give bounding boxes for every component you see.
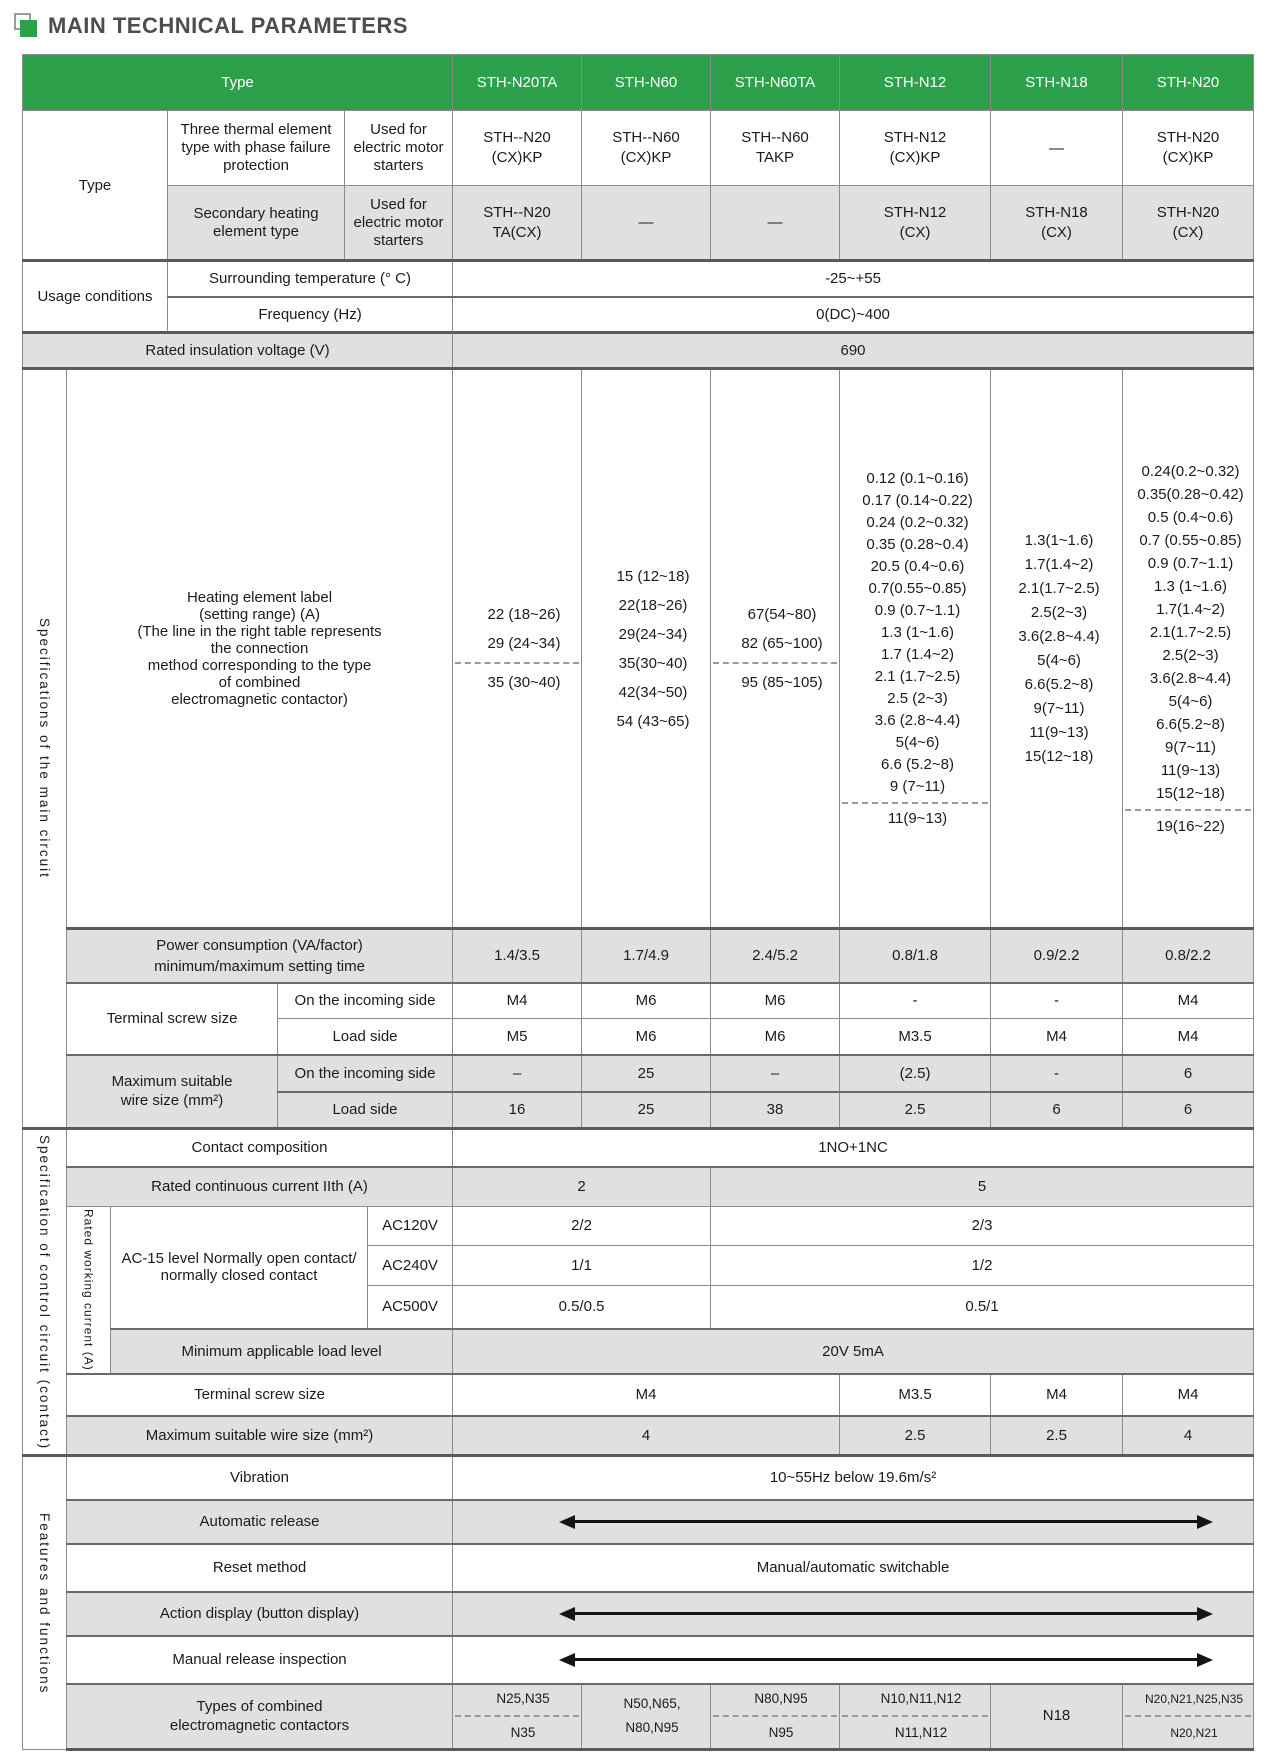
control-max-wire-label: Maximum suitable wire size (mm²) — [67, 1416, 453, 1456]
cell: M5 — [453, 1019, 582, 1055]
ac120-row — [23, 1207, 1254, 1246]
min-load-label: Minimum applicable load level — [111, 1329, 453, 1374]
cell: - — [991, 983, 1123, 1019]
max-wire-label: Maximum suitable wire size (mm²) — [67, 1055, 278, 1129]
ac500-group-b: 0.5/1 — [711, 1286, 1254, 1329]
ac15-level-label: AC-15 level Normally open contact/ normally closed contact — [111, 1207, 368, 1329]
frequency-label: Frequency (Hz) — [168, 297, 453, 333]
cell: – — [453, 1055, 582, 1092]
cell: M6 — [711, 983, 840, 1019]
type-row-label: Type — [23, 111, 168, 261]
cell: M4 — [1123, 1374, 1254, 1416]
header-model-1: STH-N20TA — [453, 55, 582, 111]
cell: 25 — [582, 1092, 711, 1129]
cell: – — [711, 1055, 840, 1092]
min-load-value: 20V 5mA — [453, 1329, 1254, 1374]
vibration-value: 10~55Hz below 19.6m/s² — [453, 1456, 1254, 1500]
action-display-range — [453, 1592, 1254, 1636]
cell: STH-N20 (CX)KP — [1123, 111, 1254, 186]
contact-composition-value: 1NO+1NC — [453, 1129, 1254, 1167]
cell: M4 — [991, 1374, 1123, 1416]
cell: 0.8/2.2 — [1123, 929, 1254, 983]
terminal-screw-incoming-row — [23, 983, 1254, 1019]
cell: - — [991, 1055, 1123, 1092]
heating-values-col2: 15 (12~18) 22(18~26) 29(24~34) 35(30~40) 42(34~50) 54 (43~65) — [582, 369, 711, 929]
incoming-side-label: On the incoming side — [278, 1055, 453, 1092]
page-title-bar — [0, 0, 1268, 44]
rated-working-current-label: Rated working current (A) — [67, 1207, 111, 1374]
cell: - — [840, 983, 991, 1019]
cell: M4 — [453, 1374, 840, 1416]
thermal-use-label: Used for electric motor starters — [345, 111, 453, 186]
header-model-4: STH-N12 — [840, 55, 991, 111]
contactors-col6: N20,N21,N25,N35 N20,N21 — [1123, 1684, 1254, 1750]
cell: M4 — [991, 1019, 1123, 1055]
auto-release-row — [23, 1500, 1254, 1544]
cell: 4 — [453, 1416, 840, 1456]
header-model-6: STH-N20 — [1123, 55, 1254, 111]
cell: M6 — [582, 983, 711, 1019]
terminal-screw-label: Terminal screw size — [67, 983, 278, 1055]
auto-release-label: Automatic release — [67, 1500, 453, 1544]
section-label-control-circuit: Specification of control circuit (contact) — [23, 1129, 67, 1456]
load-side-label: Load side — [278, 1092, 453, 1129]
cell: M4 — [1123, 1019, 1254, 1055]
rated-current-group-b: 5 — [711, 1167, 1254, 1207]
cell: STH-N18 (CX) — [991, 186, 1123, 261]
cell: 2.4/5.2 — [711, 929, 840, 983]
reset-method-label: Reset method — [67, 1544, 453, 1592]
cell: 1.7/4.9 — [582, 929, 711, 983]
cell: 6 — [1123, 1055, 1254, 1092]
cell: 1.4/3.5 — [453, 929, 582, 983]
heating-values-col5: 1.3(1~1.6) 1.7(1.4~2) 2.1(1.7~2.5) 2.5(2~3) 3.6(2.8~4.4) 5(4~6) 6.6(5.2~8) 9(7~11) 11(9~13) 15(12~18) — [991, 369, 1123, 929]
power-consumption-label: Power consumption (VA/factor) minimum/maximum setting time — [67, 929, 453, 983]
cell: STH--N60 (CX)KP — [582, 111, 711, 186]
ac240-label: AC240V — [368, 1245, 453, 1286]
cell: STH-N20 (CX) — [1123, 186, 1254, 261]
cell: (2.5) — [840, 1055, 991, 1092]
cell: M6 — [582, 1019, 711, 1055]
rated-current-group-a: 2 — [453, 1167, 711, 1207]
reset-method-row — [23, 1544, 1254, 1592]
contactors-col2: N50,N65, N80,N95 — [582, 1684, 711, 1750]
cell: 2.5 — [991, 1416, 1123, 1456]
header-type: Type — [23, 55, 453, 111]
double-arrow-icon — [559, 1514, 1213, 1530]
contactors-col1: N25,N35 N35 — [453, 1684, 582, 1750]
usage-row-label: Usage conditions — [23, 261, 168, 333]
cell: 4 — [1123, 1416, 1254, 1456]
insulation-label: Rated insulation voltage (V) — [23, 333, 453, 369]
header-model-5: STH-N18 — [991, 55, 1123, 111]
vibration-label: Vibration — [67, 1456, 453, 1500]
manual-release-range — [453, 1636, 1254, 1684]
cell: 6 — [1123, 1092, 1254, 1129]
manual-release-row — [23, 1636, 1254, 1684]
heating-values-col6: 0.24(0.2~0.32) 0.35(0.28~0.42) 0.5 (0.4~0.6) 0.7 (0.55~0.85) 0.9 (0.7~1.1) 1.3 (1~1.6) 1.7(1.4~2) 2.1(1.7~2.5) 2.5(2~3) 3.6(2.8~4.4) 5(4~6) 6.6(5.2~8) 9(7~11) 11(9~13) 15(12~18) 19(16~22) — [1123, 369, 1254, 929]
cell: STH-N12 (CX)KP — [840, 111, 991, 186]
ac120-group-a: 2/2 — [453, 1207, 711, 1246]
cell: M3.5 — [840, 1019, 991, 1055]
cell: 38 — [711, 1092, 840, 1129]
cell: STH--N20 TA(CX) — [453, 186, 582, 261]
ac500-label: AC500V — [368, 1286, 453, 1329]
cell: 0.8/1.8 — [840, 929, 991, 983]
section-label-main-circuit: Specifications of the main circuit — [23, 369, 67, 1129]
cell: STH-N12 (CX) — [840, 186, 991, 261]
cell: 16 — [453, 1092, 582, 1129]
cell: 6 — [991, 1092, 1123, 1129]
ac500-group-a: 0.5/0.5 — [453, 1286, 711, 1329]
control-terminal-screw-row — [23, 1374, 1254, 1416]
surrounding-temperature-label: Surrounding temperature (° C) — [168, 261, 453, 297]
cell: — — [991, 111, 1123, 186]
min-load-row — [23, 1329, 1254, 1374]
ac120-label: AC120V — [368, 1207, 453, 1246]
cell: 2.5 — [840, 1416, 991, 1456]
cell: 25 — [582, 1055, 711, 1092]
max-wire-incoming-row — [23, 1055, 1254, 1092]
header-model-3: STH-N60TA — [711, 55, 840, 111]
ac120-group-b: 2/3 — [711, 1207, 1254, 1246]
cell: M3.5 — [840, 1374, 991, 1416]
heating-element-row — [23, 369, 1254, 929]
thermal-type-label: Three thermal element type with phase failure protection — [168, 111, 345, 186]
incoming-side-label: On the incoming side — [278, 983, 453, 1019]
manual-release-label: Manual release inspection — [67, 1636, 453, 1684]
cell: M4 — [453, 983, 582, 1019]
insulation-row — [23, 333, 1254, 369]
double-arrow-icon — [559, 1606, 1213, 1622]
type-row-secondary — [23, 186, 1254, 261]
section-label-features: Features and functions — [23, 1456, 67, 1750]
contactors-row — [23, 1684, 1254, 1750]
title-bullet-icon — [14, 13, 40, 39]
heating-values-col1: 22 (18~26) 29 (24~34) 35 (30~40) — [453, 369, 582, 929]
control-max-wire-row — [23, 1416, 1254, 1456]
cell: — — [582, 186, 711, 261]
cell: 0.9/2.2 — [991, 929, 1123, 983]
contact-composition-label: Contact composition — [67, 1129, 453, 1167]
ac240-group-a: 1/1 — [453, 1245, 711, 1286]
heating-values-col3: 67(54~80) 82 (65~100) 95 (85~105) — [711, 369, 840, 929]
vibration-row — [23, 1456, 1254, 1500]
heating-values-col4: 0.12 (0.1~0.16) 0.17 (0.14~0.22) 0.24 (0.2~0.32) 0.35 (0.28~0.4) 20.5 (0.4~0.6) 0.7(0.55~0.85) 0.9 (0.7~1.1) 1.3 (1~1.6) 1.7 (1.4~2) 2.1 (1.7~2.5) 2.5 (2~3) 3.6 (2.8~4.4) 5(4~6) 6.6 (5.2~8) 9 (7~11) 11(9~13) — [840, 369, 991, 929]
cell: M6 — [711, 1019, 840, 1055]
power-consumption-row — [23, 929, 1254, 983]
frequency-value: 0(DC)~400 — [453, 297, 1254, 333]
contactors-col5: N18 — [991, 1684, 1123, 1750]
cell: STH--N20 (CX)KP — [453, 111, 582, 186]
action-display-row — [23, 1592, 1254, 1636]
insulation-value: 690 — [453, 333, 1254, 369]
contactors-col3: N80,N95 N95 — [711, 1684, 840, 1750]
control-terminal-screw-label: Terminal screw size — [67, 1374, 453, 1416]
cell: 2.5 — [840, 1092, 991, 1129]
secondary-use-label: Used for electric motor starters — [345, 186, 453, 261]
load-side-label: Load side — [278, 1019, 453, 1055]
surrounding-temperature-value: -25~+55 — [453, 261, 1254, 297]
heating-element-label: Heating element label (setting range) (A) (The line in the right table represents the connection method corresponding to the type of combined electromagnetic contactor) — [67, 369, 453, 929]
cell: — — [711, 186, 840, 261]
usage-row-frequency — [23, 297, 1254, 333]
rated-current-row — [23, 1167, 1254, 1207]
table-header-row — [23, 55, 1254, 111]
double-arrow-icon — [559, 1652, 1213, 1668]
type-row-thermal — [23, 111, 1254, 186]
cell: STH--N60 TAKP — [711, 111, 840, 186]
technical-parameters-table — [22, 54, 1254, 1751]
page-title: MAIN TECHNICAL PARAMETERS — [48, 13, 409, 38]
rated-current-label: Rated continuous current IIth (A) — [67, 1167, 453, 1207]
contactors-label: Types of combined electromagnetic contactors — [67, 1684, 453, 1750]
header-model-2: STH-N60 — [582, 55, 711, 111]
secondary-type-label: Secondary heating element type — [168, 186, 345, 261]
contact-composition-row — [23, 1129, 1254, 1167]
ac240-group-b: 1/2 — [711, 1245, 1254, 1286]
auto-release-range — [453, 1500, 1254, 1544]
cell: M4 — [1123, 983, 1254, 1019]
usage-row-temperature — [23, 261, 1254, 297]
action-display-label: Action display (button display) — [67, 1592, 453, 1636]
contactors-col4: N10,N11,N12 N11,N12 — [840, 1684, 991, 1750]
reset-method-value: Manual/automatic switchable — [453, 1544, 1254, 1592]
